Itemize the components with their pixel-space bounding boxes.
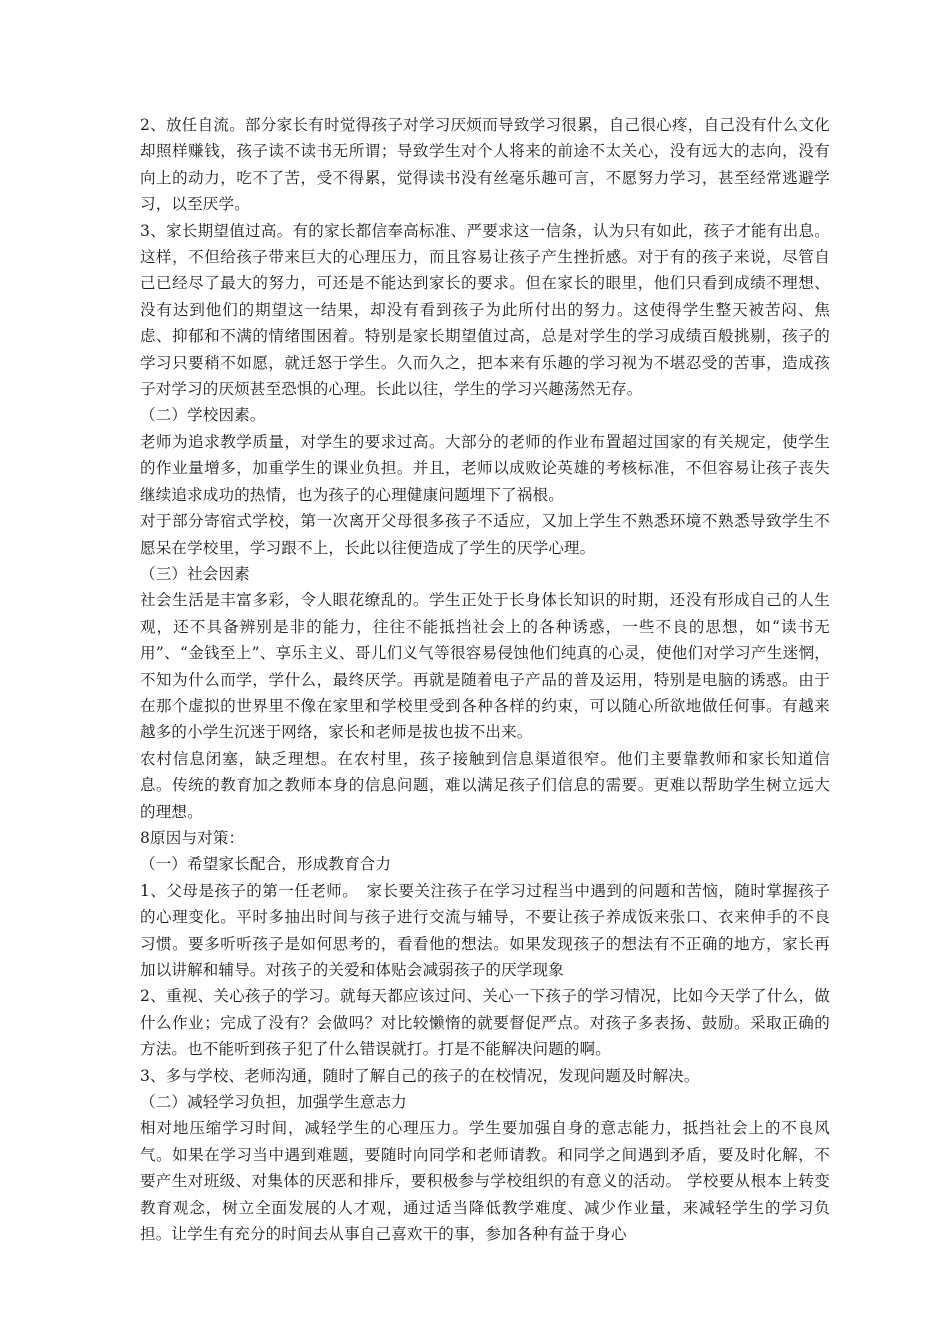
- paragraph-teacher-demands: 老师为追求教学质量，对学生的要求过高。大部分的老师的作业布置超过国家的有关规定，使学生的作业量增多，加重学生的课业负担。并且，老师以成败论英雄的考核标准，不但容易让孩子丧失继续追求成功的热情，也为孩子的心理健康问题埋下了祸根。: [140, 432, 830, 504]
- document-body: [140, 112, 830, 1247]
- paragraph-social-life: 社会生活是丰富多彩，令人眼花缭乱的。学生正处于长身体长知识的时期，还没有形成自己的人生观，还不具备辨别是非的能力，往往不能抵挡社会上的各种诱惑，一些不良的思想，如“读书无用”、“金钱至上”、享乐主义、哥儿们义气等很容易侵蚀他们纯真的心灵，使他们对学习产生迷惘，不知为什么而学，学什么，最终厌学。再就是随着电子产品的普及运用，特别是电脑的诱惑。由于在那个虚拟的世界里不像在家里和学校里受到各种各样的约束，可以随心所欲地做任何事。有越来越多的小学生沉迷于网络，家长和老师是拔也拔不出来。: [140, 591, 830, 742]
- paragraph-communicate-with-school: 3、多与学校、老师沟通，随时了解自己的孩子的在校情况，发现问题及时解决。: [140, 1066, 700, 1085]
- paragraph-rural-information: 农村信息闭塞，缺乏理想。在农村里，孩子接触到信息渠道很窄。他们主要靠教师和家长知道信息。传统的教育加之教师本身的信息问题，难以满足孩子们信息的需要。更难以帮助学生树立远大的理想。: [140, 749, 830, 821]
- heading-school-factors: （二）学校因素。: [140, 406, 266, 425]
- heading-parent-cooperation: （一）希望家长配合，形成教育合力: [140, 855, 392, 874]
- paragraph-laissez-faire: 2、放任自流。部分家长有时觉得孩子对学习厌烦而导致学习很累，自己很心疼，自己没有什么文化却照样赚钱，孩子读不读书无所谓；导致学生对个人将来的前途不太关心，没有远大的志向，没有向上的动力，吃不了苦，受不得累，觉得读书没有丝毫乐趣可言，不愿努力学习，甚至经常逃避学习，以至厌学。: [140, 116, 830, 214]
- paragraph-parents-first-teacher: 1、父母是孩子的第一任老师。 家长要关注孩子在学习过程当中遇到的问题和苦恼，随时掌握孩子的心理变化。平时多抽出时间与孩子进行交流与辅导，不要让孩子养成饭来张口、衣来伸手的不良习惯。要多听听孩子是如何思考的，看看他的想法。如果发现孩子的想法有不正确的地方，家长再加以讲解和辅导。对孩子的关爱和体贴会减弱孩子的厌学现象: [140, 881, 830, 979]
- heading-causes-and-countermeasures: 8原因与对策：: [140, 828, 245, 847]
- heading-reduce-burden: （二）减轻学习负担，加强学生意志力: [140, 1093, 407, 1112]
- paragraph-high-expectations: 3、家长期望值过高。有的家长都信奉高标准、严要求这一信条，认为只有如此，孩子才能有出息。这样，不但给孩子带来巨大的心理压力，而且容易让孩子产生挫折感。对于有的孩子来说，尽管自己已经尽了最大的努力，可还是不能达到家长的要求。但在家长的眼里，他们只看到成绩不理想、没有达到他们的期望这一结果，却没有看到孩子为此所付出的努力。这使得学生整天被苦闷、焦虑、抑郁和不满的情绪围困着。特别是家长期望值过高，总是对学生的学习成绩百般挑剔，孩子的学习只要稍不如愿，就迁怒于学生。久而久之，把本来有乐趣的学习视为不堪忍受的苦事，造成孩子对学习的厌烦甚至恐惧的心理。长此以往，学生的学习兴趣荡然无存。: [140, 221, 830, 399]
- heading-social-factors: （三）社会因素: [140, 564, 250, 583]
- paragraph-care-about-study: 2、重视、关心孩子的学习。就每天都应该过问、关心一下孩子的学习情况，比如今天学了什么，做什么作业；完成了没有？会做吗？对比较懒惰的就要督促严点。对孩子多表扬、鼓励。采取正确的方法。也不能听到孩子犯了什么错误就打。打是不能解决问题的啊。: [140, 987, 830, 1059]
- paragraph-boarding-school: 对于部分寄宿式学校，第一次离开父母很多孩子不适应，又加上学生不熟悉环境不熟悉导致学生不愿呆在学校里，学习跟不上，长此以往便造成了学生的厌学心理。: [140, 512, 830, 557]
- paragraph-reduce-study-time: 相对地压缩学习时间，减轻学生的心理压力。学生要加强自身的意志能力，抵挡社会上的不良风气。如果在学习当中遇到难题，要随时向同学和老师请教。和同学之间遇到矛盾，要及时化解，不要产生对班级、对集体的厌恶和排斥，要积极参与学校组织的有意义的活动。 学校要从根本上转变教育观念，树立全面发展的人才观，通过适当降低教学难度、减少作业量，来减轻学生的学习负担。让学生有充分的时间去从事自己喜欢干的事，参加各种有益于身心: [140, 1119, 830, 1244]
